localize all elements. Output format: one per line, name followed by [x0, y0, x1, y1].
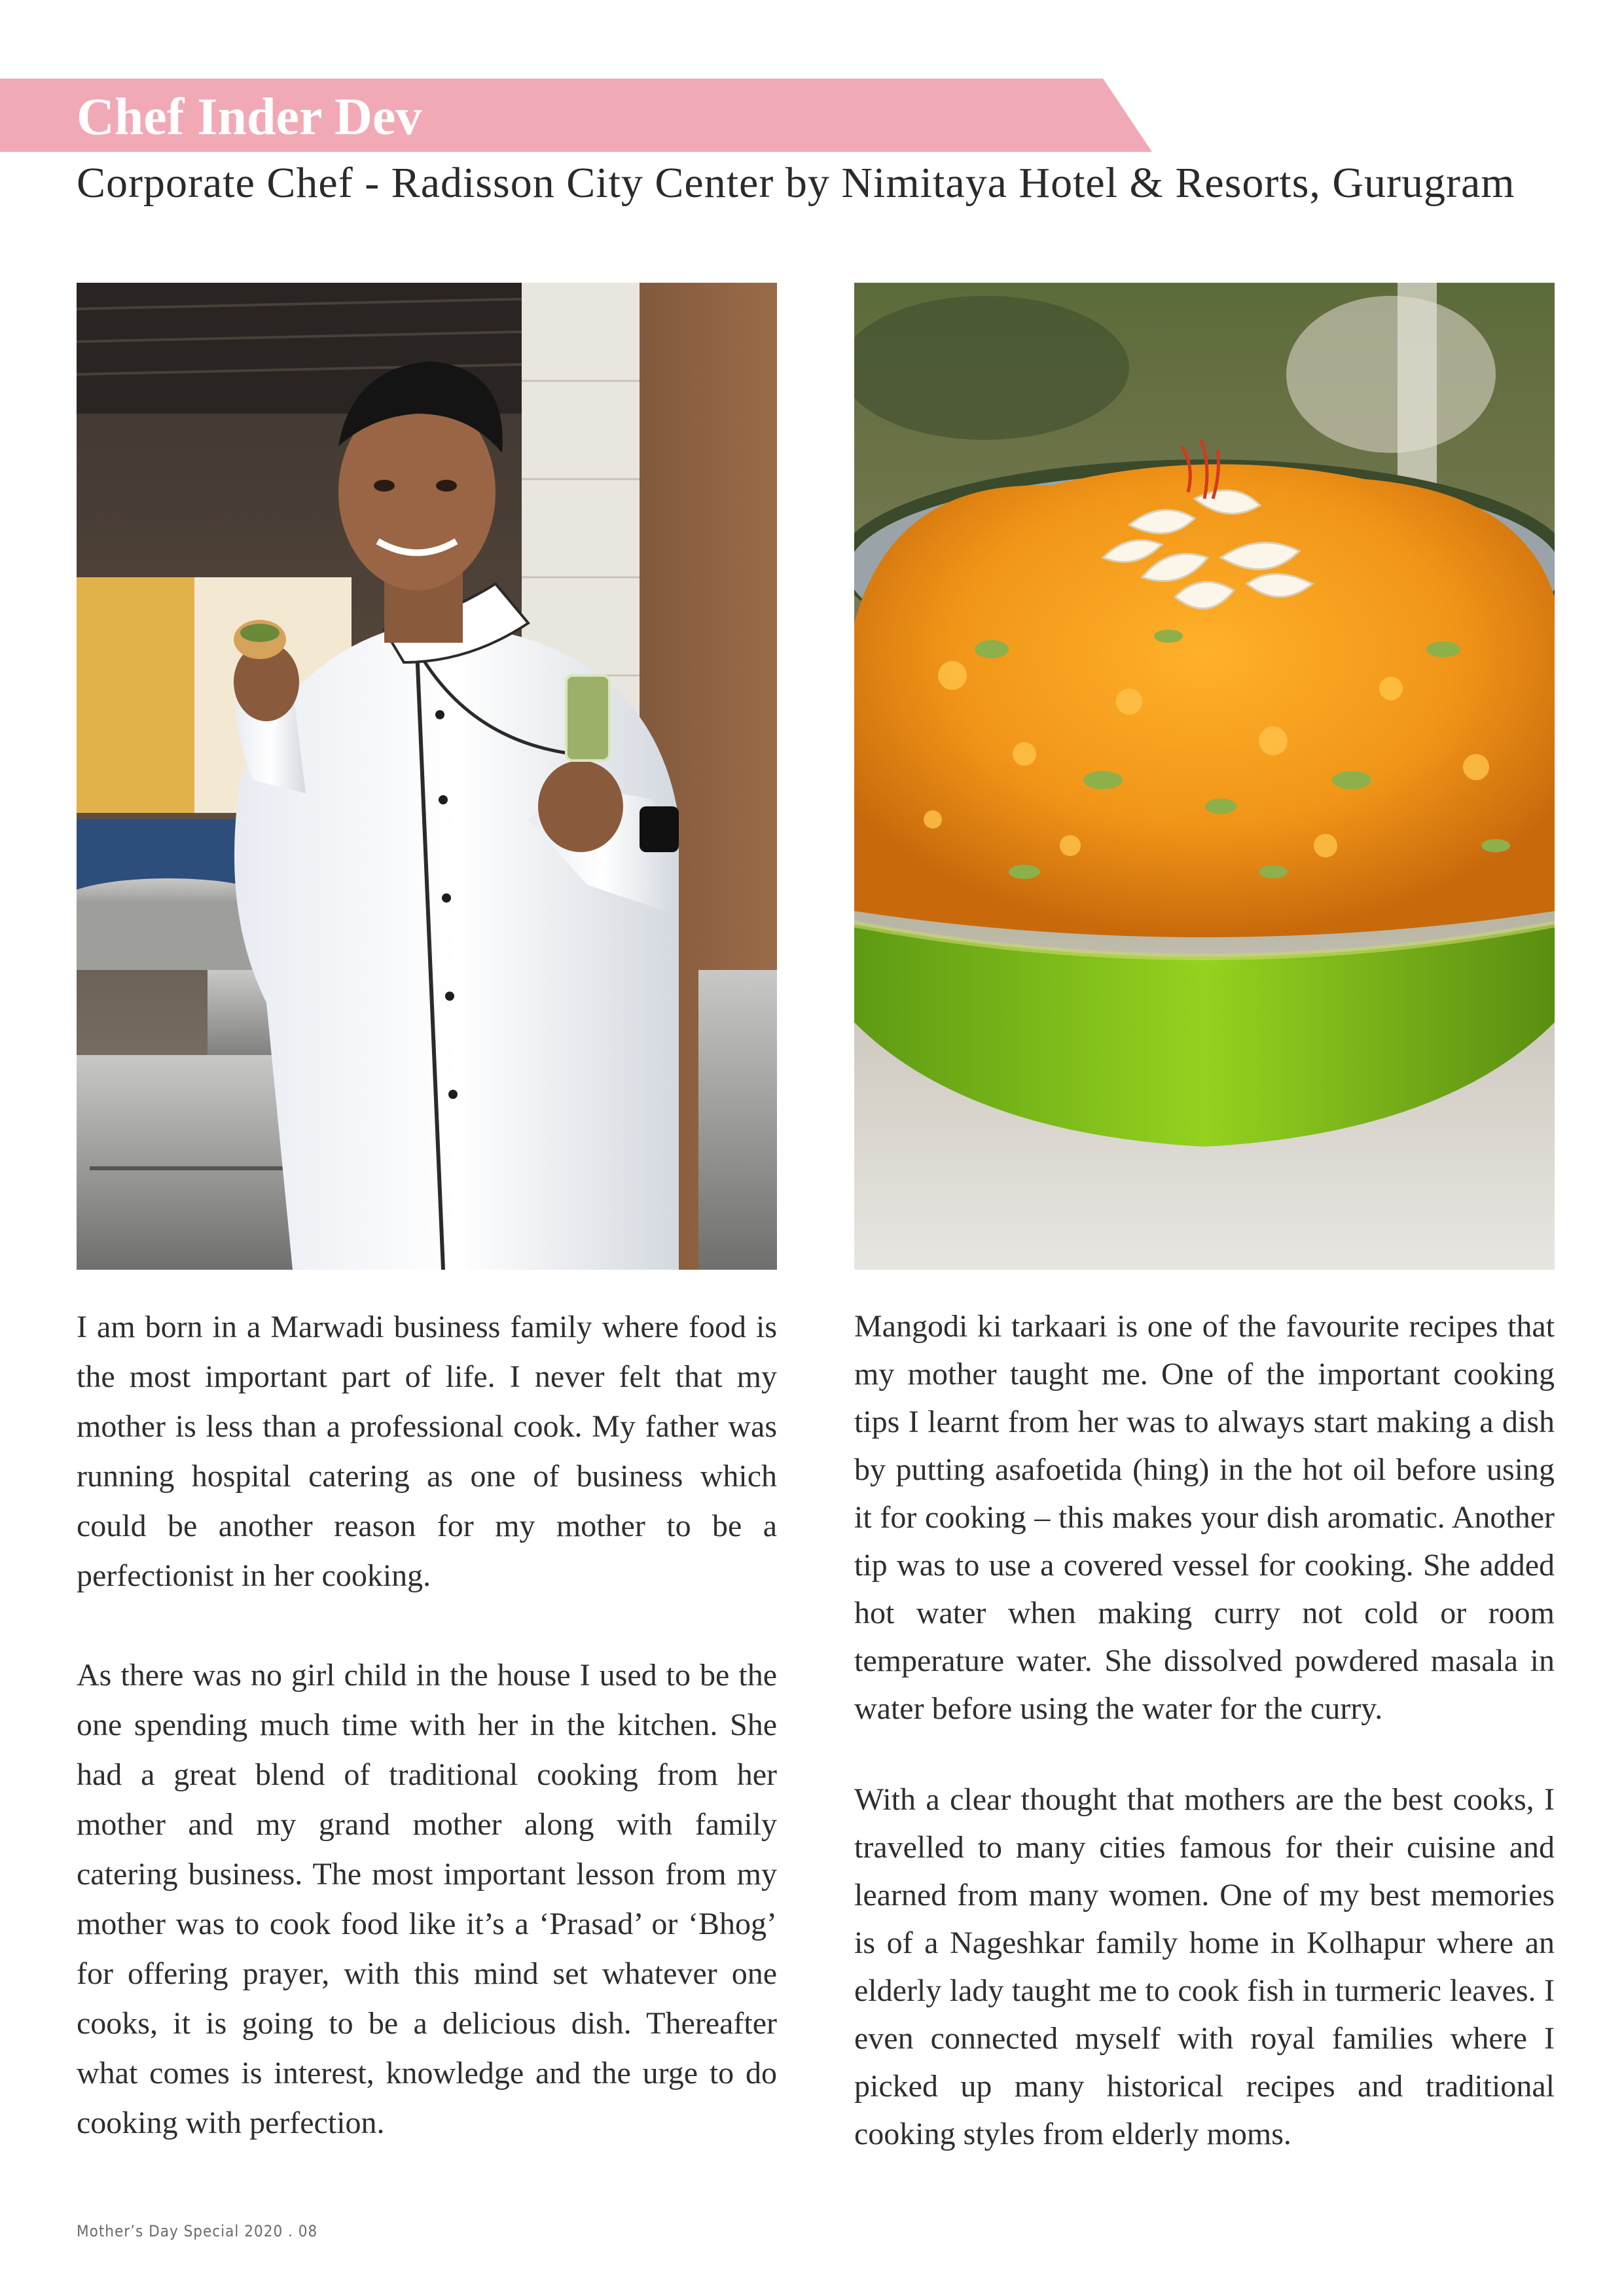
chef-name: Chef Inder Dev [77, 88, 422, 146]
chef-title: Corporate Chef - Radisson City Center by Nimitaya Hotel & Resorts, Gurugram [77, 159, 1515, 207]
page-footer: Mother’s Day Special 2020 . 08 [77, 2222, 318, 2240]
right-text-column [854, 1302, 1555, 2201]
left-paragraph-2: As there was no girl child in the house I used to be the one spending much time with her in the kitchen. She had a great blend of traditional cooking from her mother and my grand mother along with family catering business. The most important lesson from my mother was to cook food like it’s a ‘Prasad’ or ‘Bhog’ for offering prayer, with this mind set whatever one cooks, it is going to be a delicious dish. Thereafter what comes is interest, knowledge and the urge to do cooking with perfection. [77, 1658, 777, 2140]
right-paragraph-1: Mangodi ki tarkaari is one of the favourite recipes that my mother taught me. One of the important cooking tips I learnt from her was to always start making a dish by putting asafoetida (hing) in the hot oil before using it for cooking – this makes your dish aromatic. Another tip was to use a covered vessel for cooking. She added hot water when making curry not cold or room temperature water. She dissolved powdered masala in water before using the water for the curry. [854, 1309, 1555, 1726]
left-paragraph-1: I am born in a Marwadi business family where food is the most important part of life. I never felt that my mother is less than a professional cook. My father was running hospital catering as one of business which could be another reason for my mother to be a perfectionist in her cooking. [77, 1310, 777, 1593]
left-text-column [77, 1302, 777, 2198]
chef-photo [77, 283, 777, 1270]
dish-photo [854, 283, 1555, 1270]
right-paragraph-2: With a clear thought that mothers are the best cooks, I travelled to many cities famous for their cuisine and learned from many women. One of my best memories is of a Nageshkar family home in Kolhapur where an elderly lady taught me to cook fish in turmeric leaves. I even connected myself with royal families where I picked up many historical recipes and traditional cooking styles from elderly moms. [854, 1782, 1555, 2151]
